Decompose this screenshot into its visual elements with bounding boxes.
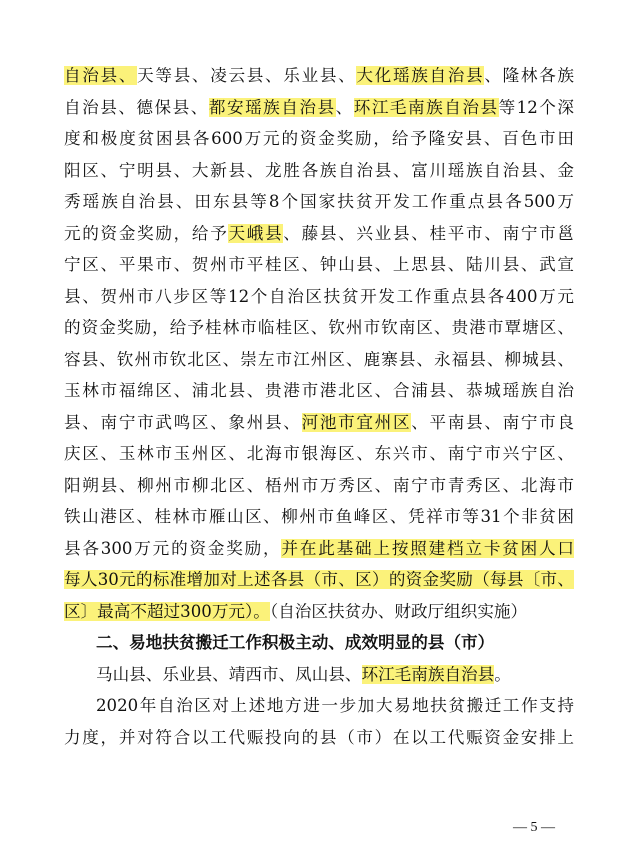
text-segment: 县各300万元的资金奖励， xyxy=(64,538,282,558)
text-segment: 元的资金奖励，给予 xyxy=(64,223,229,243)
highlighted-text: 天峨县 xyxy=(228,223,284,243)
text-segment: 铁山港区、桂林市雁山区、柳州市鱼峰区、凭祥市等31个非贫困 xyxy=(64,507,574,526)
text-line xyxy=(64,722,574,754)
text-segment: 2020年自治区对上述地方进一步加大易地扶贫搬迁工作支持 xyxy=(96,696,574,715)
section-heading xyxy=(64,627,574,659)
text-segment: 宁区、平果市、贺州市平桂区、钟山县、上思县、陆川县、武宣 xyxy=(64,255,574,274)
highlighted-text: 区〕最高不超过300万元）。 xyxy=(64,601,270,621)
text-segment: 庆区、玉林市玉州区、北海市银海区、东兴市、南宁市兴宁区、 xyxy=(64,444,574,463)
text-segment: 二、易地扶贫搬迁工作积极主动、成效明显的县（市） xyxy=(96,633,495,652)
text-segment: 秀瑶族自治县、田东县等8个国家扶贫开发工作重点县各500万 xyxy=(64,192,574,211)
text-line xyxy=(64,533,574,565)
text-line xyxy=(64,596,574,628)
text-line xyxy=(64,60,574,92)
text-segment: 马山县、乐业县、靖西市、凤山县、 xyxy=(96,664,362,684)
text-line xyxy=(64,249,574,281)
highlighted-text: 大化瑶族自治县 xyxy=(356,66,485,85)
text-line xyxy=(64,155,574,187)
text-segment: 县、贺州市八步区等12个自治区扶贫开发工作重点县各400万元 xyxy=(64,286,574,306)
text-segment: 力度，并对符合以工代赈投向的县（市）在以工代赈资金安排上 xyxy=(64,727,574,747)
text-segment: 阳朔县、柳州市柳北区、梧州市万秀区、南宁市青秀区、北海市 xyxy=(64,475,574,495)
text-line xyxy=(64,501,574,533)
text-line xyxy=(64,375,574,407)
text-line xyxy=(64,407,574,439)
highlighted-text: 环江毛南族自治县 xyxy=(361,664,495,684)
text-segment: 等12个深 xyxy=(498,97,575,117)
highlighted-text: 都安瑶族自治县 xyxy=(208,97,336,117)
text-segment: 天等县、凌云县、乐业县、 xyxy=(137,66,357,85)
body-text xyxy=(64,60,574,753)
text-line xyxy=(64,564,574,596)
text-line xyxy=(64,470,574,502)
text-segment: 的资金奖励，给予桂林市临桂区、钦州市钦南区、贵港市覃塘区、 xyxy=(64,318,574,337)
text-line xyxy=(64,344,574,376)
text-line xyxy=(64,186,574,218)
highlighted-text: 每人30元的标准增加对上述各县（市、区）的资金奖励（每县〔市、 xyxy=(64,570,574,589)
text-line xyxy=(64,438,574,470)
highlighted-text: 并在此基础上按照建档立卡贫困人口 xyxy=(281,538,575,558)
text-segment: 容县、钦州市钦北区、崇左市江州区、鹿寨县、永福县、柳城县、 xyxy=(64,349,574,369)
highlighted-text: 河池市宜州区 xyxy=(301,412,412,432)
text-line xyxy=(64,92,574,124)
text-segment: 。 xyxy=(494,664,511,684)
text-segment: 县、南宁市武鸣区、象州县、 xyxy=(64,412,302,432)
text-line xyxy=(64,312,574,344)
page-number: — 5 — xyxy=(513,820,555,835)
text-segment: 阳区、宁明县、大新县、龙胜各族自治县、富川瑶族自治县、金 xyxy=(64,160,574,180)
text-line xyxy=(64,659,574,691)
text-line xyxy=(64,123,574,155)
highlighted-text: 自治县、 xyxy=(64,66,138,85)
text-line xyxy=(64,281,574,313)
text-segment: 、 xyxy=(335,97,354,117)
text-line xyxy=(64,218,574,250)
text-segment: 度和极度贫困县各600万元的资金奖励，给予隆安县、百色市田 xyxy=(64,129,574,148)
text-line xyxy=(64,690,574,722)
text-segment: （自治区扶贫办、财政厅组织实施） xyxy=(269,601,528,621)
text-segment: 、平南县、南宁市良 xyxy=(411,412,575,432)
text-segment: 、藤县、兴业县、桂平市、南宁市邕 xyxy=(283,223,575,243)
highlighted-text: 环江毛南族自治县 xyxy=(353,97,499,117)
text-segment: 玉林市福绵区、浦北县、贵港市港北区、合浦县、恭城瑶族自治 xyxy=(64,381,574,400)
text-segment: 自治县、德保县、 xyxy=(64,97,209,117)
text-segment: 、隆林各族 xyxy=(484,66,575,85)
